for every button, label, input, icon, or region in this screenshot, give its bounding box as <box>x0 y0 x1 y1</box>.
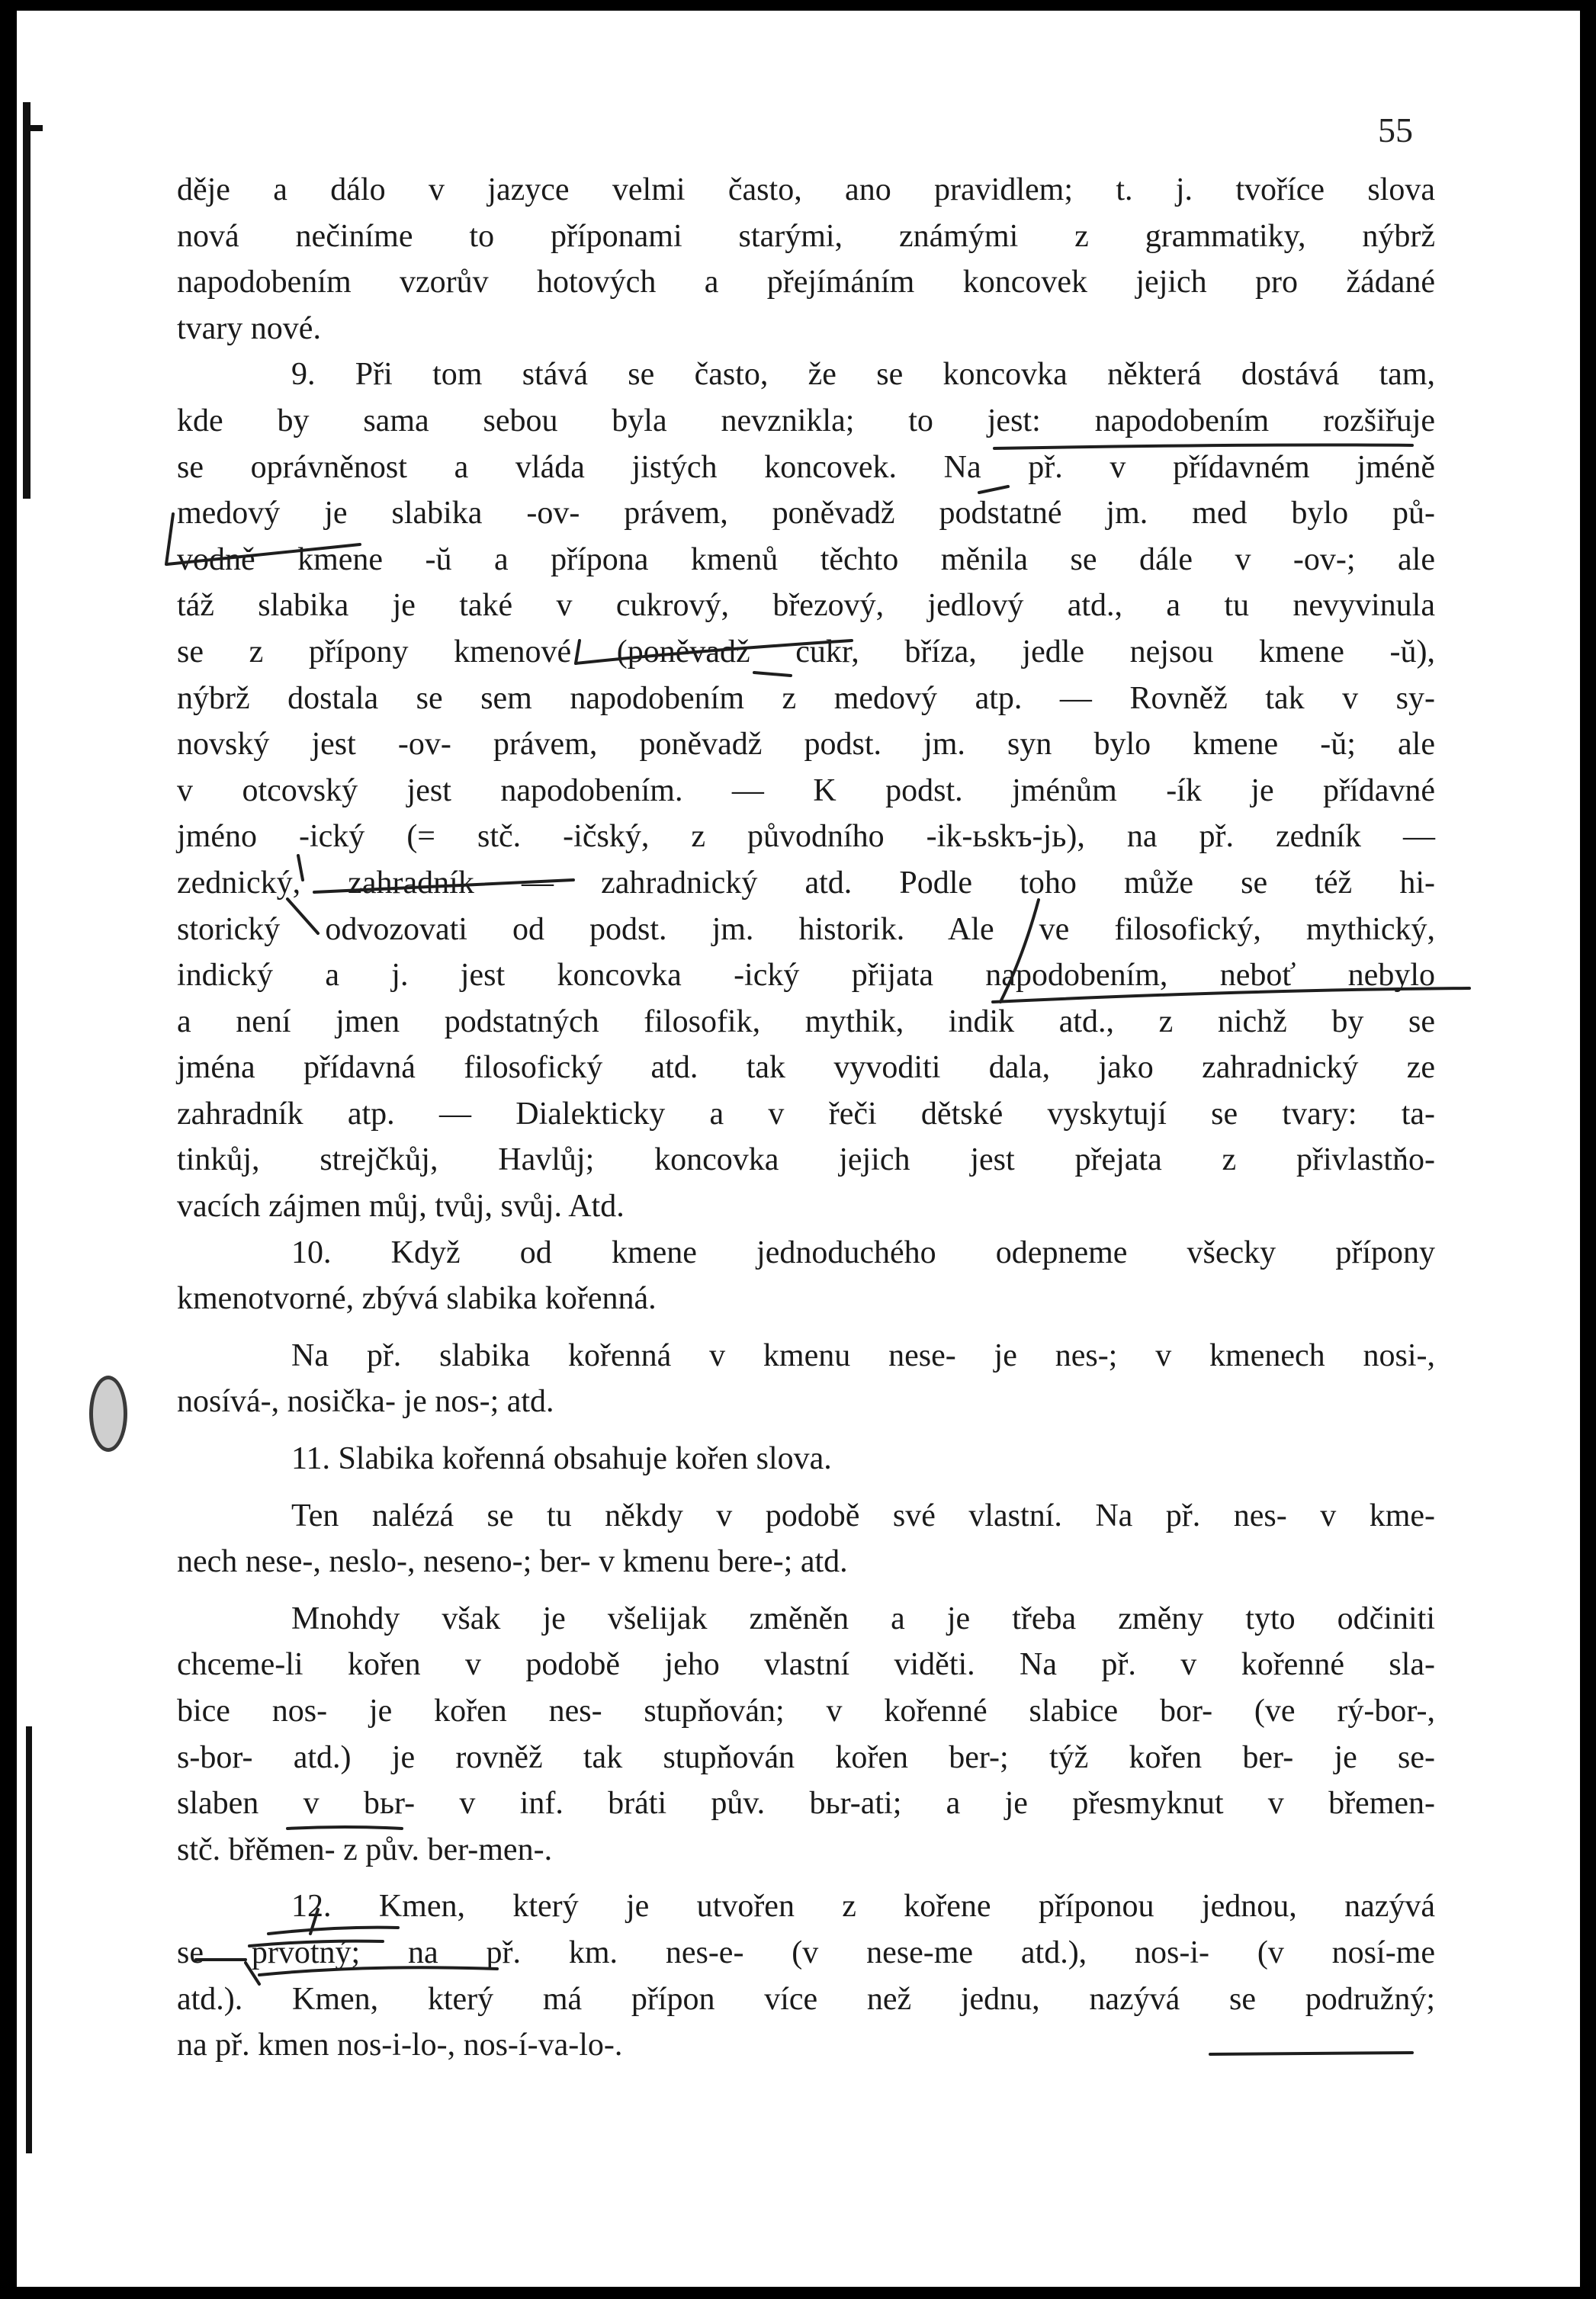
pen-underline <box>576 641 580 663</box>
text-line: se prvotný; na př. km. nes-e- (v nese-me atd.), nos-i- (v nosí-me <box>177 1935 1435 1970</box>
pen-underline <box>993 988 1469 1002</box>
text-line: jména přídavná filosofický atd. tak vyvoditi dala, jako zahradnický ze <box>177 1050 1435 1086</box>
pen-underline <box>287 1827 402 1829</box>
text-line: nýbrž dostala se sem napodobením z medový atp. — Rovněž tak v sy- <box>177 680 1435 716</box>
text-line: Na př. slabika kořenná v kmenu nese- je nes-; v kmenech nosi-, <box>291 1337 1435 1373</box>
pen-underline <box>246 1963 259 1984</box>
pen-underline <box>167 544 360 564</box>
pen-underline <box>754 673 791 676</box>
scanned-page <box>17 11 1580 2287</box>
text-line: a není jmen podstatných filosofik, mythik, indik atd., z nichž by se <box>177 1003 1435 1039</box>
text-line: tinkůj, strejčkůj, Havlůj; koncovka jejich jest přejata z přivlastňo- <box>177 1142 1435 1178</box>
text-line: novský jest -ov- právem, poněvadž podst. jm. syn bylo kmene -ŭ; ale <box>177 727 1435 763</box>
text-line: Ten nalézá se tu někdy v podobě své vlastní. Na př. nes- v kme- <box>291 1498 1435 1533</box>
pen-underline <box>166 514 173 564</box>
text-line: stč. břěmen- z pův. ber-men-. <box>177 1832 553 1867</box>
page-number: 55 <box>1378 111 1413 149</box>
text-line: s-bor- atd.) je rovněž tak stupňován kořen ber-; týž kořen ber- je se- <box>177 1739 1435 1775</box>
text-line: 9. Při tom stává se často, že se koncovka některá dostává tam, <box>291 357 1435 393</box>
pen-underline <box>314 880 573 892</box>
text-line: napodobením vzorův hotových a přejímáním koncovek jejich pro žádané <box>177 265 1435 300</box>
pen-underline <box>1210 2053 1412 2054</box>
text-line: táž slabika je také v cukrový, březový, jedlový atd., a tu nevyvinula <box>177 588 1435 624</box>
text-line: se z přípony kmenové (poněvadž cukr, bříza, jedle nejsou kmene -ŭ), <box>177 634 1435 669</box>
text-line: tvary nové. <box>177 310 321 346</box>
pen-underline <box>298 856 303 880</box>
text-line: medový je slabika -ov- právem, poněvadž podstatné jm. med bylo pů- <box>177 496 1435 531</box>
text-line: 11. Slabika kořenná obsahuje kořen slova. <box>291 1441 832 1477</box>
text-line: nech nese-, neslo-, neseno-; ber- v kmenu bere-; atd. <box>177 1544 848 1580</box>
text-line: se oprávněnost a vláda jistých koncovek. Na př. v přídavném jméně <box>177 449 1435 485</box>
text-line: chceme-li kořen v podobě jeho vlastní viděti. Na př. v kořenné sla- <box>177 1647 1435 1683</box>
text-line: jméno -ický (= stč. -ičský, z původního -ik-ьskъ-jь), na př. zedník — <box>177 819 1435 855</box>
pen-underline <box>259 1967 497 1975</box>
text-line: děje a dálo v jazyce velmi často, ano pravidlem; t. j. tvoříce slova <box>177 172 1435 207</box>
pen-underline <box>287 899 318 933</box>
text-line: v otcovský jest napodobením. — K podst. jménům -ík je přídavné <box>177 772 1435 808</box>
text-line: indický a j. jest koncovka -ický přijata napodobením, neboť nebylo <box>177 958 1435 994</box>
text-line: nová nečiníme to příponami starými, známými z grammatiky, nýbrž <box>177 218 1435 254</box>
pen-underline <box>979 486 1008 493</box>
text-line: 10. Když od kmene jednoduchého odepneme všecky přípony <box>291 1235 1435 1270</box>
text-line: kmenotvorné, zbývá slabika kořenná. <box>177 1281 657 1317</box>
text-line: zahradník atp. — Dialekticky a v řeči dětské vyskytují se tvary: ta- <box>177 1096 1435 1132</box>
text-line: 12. Kmen, který je utvořen z kořene příponou jednou, nazývá <box>291 1889 1435 1925</box>
text-line: zednický, zahradník — zahradnický atd. Podle toho může se též hi- <box>177 865 1435 901</box>
pen-underline <box>576 641 852 663</box>
pen-underline <box>268 1928 398 1934</box>
text-line: nosívá-, nosička- je nos-; atd. <box>177 1384 554 1420</box>
handwritten-annotations <box>17 11 1580 2287</box>
pen-underline <box>1000 900 1039 1002</box>
pen-underline <box>249 1941 383 1946</box>
text-line: bice nos- je kořen nes- stupňován; v kořenné slabice bor- (ve rý-bor-, <box>177 1694 1435 1729</box>
text-line: slaben v bьr- v inf. bráti pův. bьr-ati; a je přesmyknut v břemen- <box>177 1786 1435 1822</box>
text-line: vacích zájmen můj, tvůj, svůj. Atd. <box>177 1189 625 1225</box>
pen-underline <box>994 445 1412 449</box>
text-line: storický odvozovati od podst. jm. historik. Ale ve filosofický, mythický, <box>177 911 1435 947</box>
text-line: atd.). Kmen, který má přípon více než jednu, nazývá se podružný; <box>177 1981 1435 2017</box>
text-line: na př. kmen nos-i-lo-, nos-í-va-lo-. <box>177 2028 623 2063</box>
text-line: Mnohdy však je všelijak změněn a je třeba změny tyto odčiniti <box>291 1601 1435 1636</box>
text-line: vodně kmene -ŭ a přípona kmenů těchto měnila se dále v -ov-; ale <box>177 541 1435 577</box>
text-line: kde by sama sebou byla nevznikla; to jest: napodobením rozšiřuje <box>177 403 1435 438</box>
